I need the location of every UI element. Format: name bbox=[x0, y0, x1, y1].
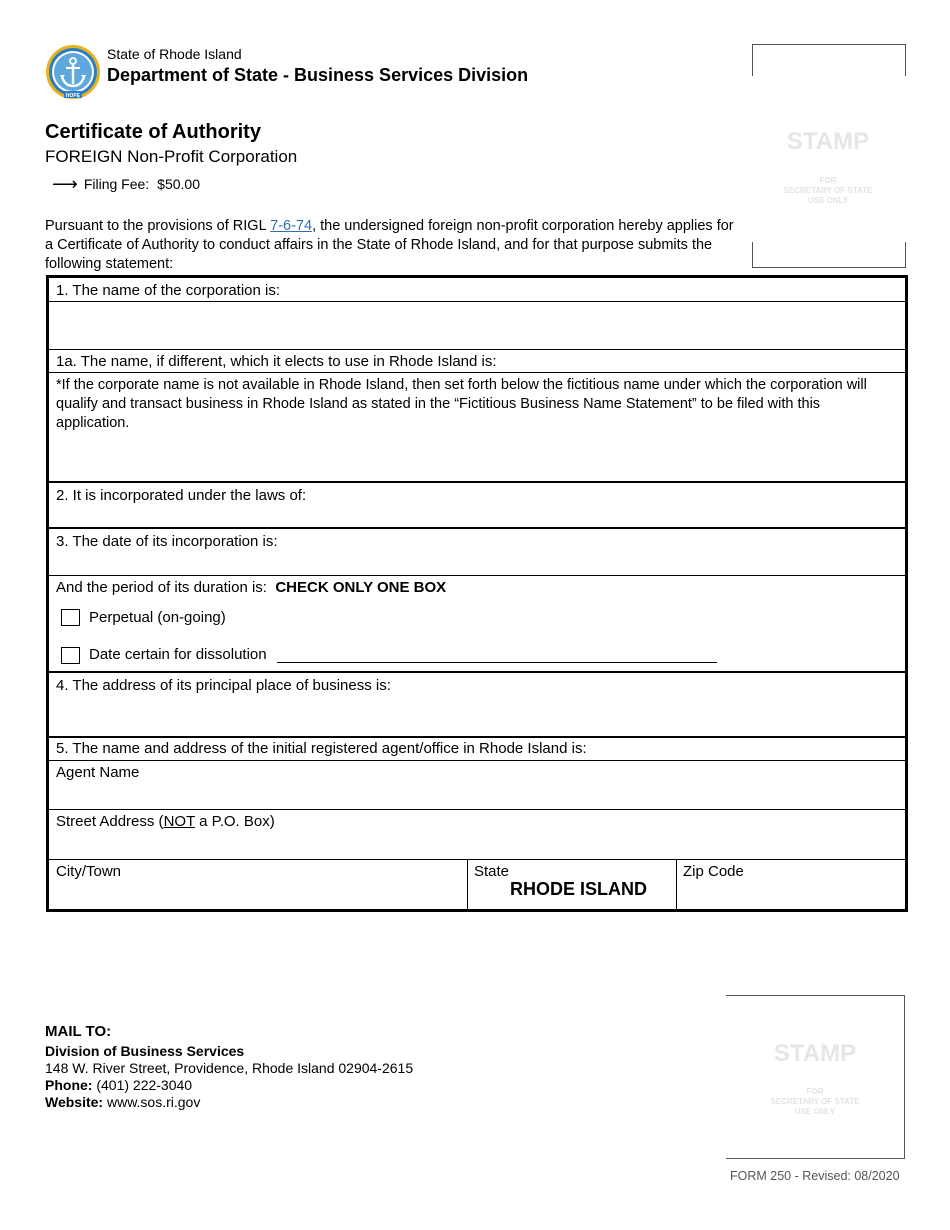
column-divider bbox=[467, 860, 468, 910]
incorporation-laws-field[interactable] bbox=[49, 481, 905, 528]
question-5-label: 5. The name and address of the initial registered agent/office in Rhode Island is: bbox=[56, 740, 587, 757]
website-value: www.sos.ri.gov bbox=[106, 1094, 201, 1110]
stamp-box-bottom-right bbox=[726, 995, 905, 1159]
column-divider bbox=[676, 860, 677, 910]
state-name: State of Rhode Island bbox=[107, 46, 242, 62]
question-2-label: 2. It is incorporated under the laws of: bbox=[56, 487, 307, 504]
stamp-box-bottom bbox=[752, 242, 906, 268]
mail-website bbox=[45, 1094, 413, 1111]
street-address-field[interactable] bbox=[49, 809, 905, 859]
mail-phone bbox=[45, 1077, 413, 1094]
state-value: RHODE ISLAND bbox=[510, 879, 648, 899]
fictitious-name-note: *If the corporate name is not available in Rhode Island, then set forth below the fictitious name under which the corporation will qualify and transact business in Rhode Island as stated in the “Fictitious Business Name Statement” to be filed with this application. bbox=[56, 377, 867, 431]
rigl-link[interactable]: 7-6-74 bbox=[270, 218, 313, 234]
application-form bbox=[46, 275, 908, 912]
page-subtitle: FOREIGN Non-Profit Corporation bbox=[45, 147, 298, 166]
duration-text: And the period of its duration is: bbox=[56, 579, 267, 596]
stamp-label: STAMP bbox=[786, 128, 870, 155]
question-1a-row bbox=[49, 349, 905, 372]
mail-org: Division of Business Services bbox=[45, 1043, 245, 1059]
perpetual-label: Perpetual (on-going) bbox=[89, 609, 226, 626]
mail-to-block bbox=[45, 1023, 413, 1111]
fictitious-name-field[interactable] bbox=[49, 372, 905, 482]
phone-label: Phone: bbox=[45, 1077, 93, 1093]
street-not-emphasis: NOT bbox=[163, 813, 195, 830]
incorporation-date-field[interactable] bbox=[49, 527, 905, 576]
rhode-island-seal-icon bbox=[45, 44, 101, 100]
question-3-label: 3. The date of its incorporation is: bbox=[56, 533, 278, 550]
duration-section bbox=[49, 575, 905, 672]
intro-text-start: Pursuant to the provisions of RIGL bbox=[45, 218, 271, 234]
fee-amount: $50.00 bbox=[157, 176, 200, 192]
city-label: City/Town bbox=[56, 863, 122, 880]
intro-text-end: , the undersigned foreign non-profit corporation hereby applies for a Certificate of Authority to conduct affairs in the State of Rhode Island, and for that purpose submits the following statement: bbox=[45, 218, 734, 272]
stamp-label: STAMP bbox=[773, 1040, 857, 1067]
question-1-label: 1. The name of the corporation is: bbox=[56, 282, 281, 299]
duration-instruction: CHECK ONLY ONE BOX bbox=[275, 579, 447, 596]
agent-name-field[interactable] bbox=[49, 760, 905, 810]
principal-address-field[interactable] bbox=[49, 671, 905, 737]
duration-label bbox=[56, 579, 446, 596]
stamp-note: FOR SECRETARY OF STATE USE ONLY bbox=[770, 1087, 860, 1116]
stamp-note: FOR SECRETARY OF STATE USE ONLY bbox=[783, 176, 873, 205]
intro-paragraph bbox=[45, 217, 735, 274]
street-text-end: a P.O. Box) bbox=[194, 813, 275, 830]
fee-label: Filing Fee: bbox=[83, 176, 150, 192]
page-title: Certificate of Authority bbox=[45, 121, 261, 143]
street-text-start: Street Address ( bbox=[56, 813, 164, 830]
website-label: Website: bbox=[45, 1094, 104, 1110]
stamp-box-top bbox=[752, 44, 906, 76]
seal-motto: HOPE bbox=[65, 93, 81, 99]
date-certain-checkbox[interactable] bbox=[61, 647, 80, 664]
city-state-zip-row bbox=[49, 859, 905, 910]
arrow-right-icon: ⟶ bbox=[52, 174, 78, 194]
mail-address: 148 W. River Street, Providence, Rhode Island 02904-2615 bbox=[45, 1060, 414, 1076]
agent-name-label: Agent Name bbox=[56, 764, 140, 781]
perpetual-checkbox[interactable] bbox=[61, 609, 80, 626]
filing-fee bbox=[52, 175, 200, 193]
dissolution-date-input[interactable] bbox=[277, 662, 717, 663]
street-address-label bbox=[56, 813, 275, 830]
state-label: State bbox=[474, 863, 510, 880]
question-4-label: 4. The address of its principal place of business is: bbox=[56, 677, 391, 694]
date-certain-label: Date certain for dissolution bbox=[89, 646, 267, 663]
mail-heading: MAIL TO: bbox=[45, 1023, 112, 1040]
department-name: Department of State - Business Services Division bbox=[107, 65, 529, 85]
phone-value: (401) 222-3040 bbox=[96, 1077, 193, 1093]
question-1a-label: 1a. The name, if different, which it elects to use in Rhode Island is: bbox=[56, 353, 497, 370]
corporation-name-field[interactable] bbox=[49, 301, 905, 350]
form-number: FORM 250 - Revised: 08/2020 bbox=[730, 1169, 900, 1183]
question-5-row bbox=[49, 736, 905, 760]
zip-label: Zip Code bbox=[683, 863, 744, 880]
